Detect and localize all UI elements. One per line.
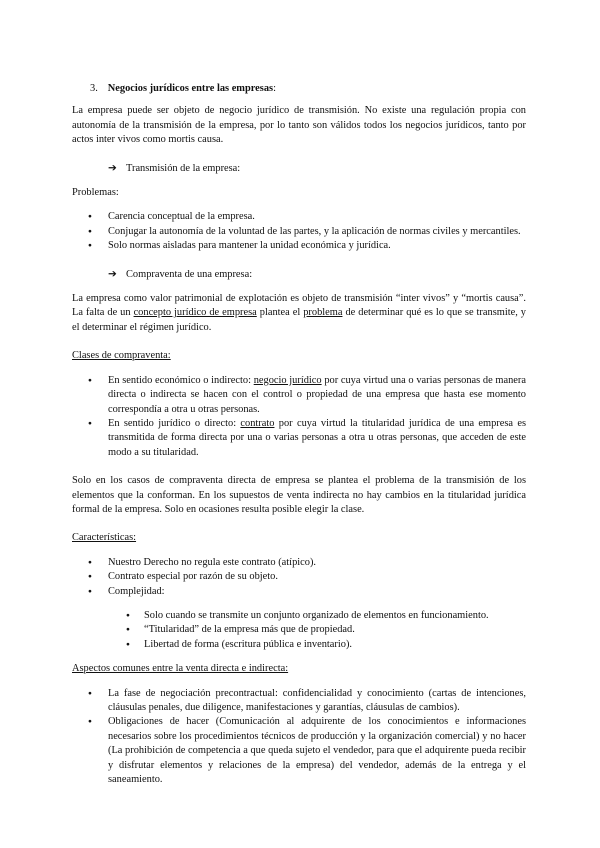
list-item: ● Conjugar la autonomía de la voluntad de las partes, y la aplicación de normas civiles y mercantiles. [72, 225, 526, 239]
list-item: ● La fase de negociación precontractual: confidencialidad y conocimiento (cartas de intenciones, cláusulas penales, due diligence, manifestaciones y garantías, cláusulas de cambios). [72, 687, 526, 716]
subheading-transmision: ➔ Transmisión de la empresa: [108, 162, 526, 176]
complejidad-sublist [72, 609, 526, 652]
aspectos-label: Aspectos comunes entre la venta directa e indirecta: [72, 663, 289, 675]
sub-list-item: ● “Titularidad” de la empresa más que de propiedad. [72, 623, 526, 637]
arrow-right-icon: ➔ [108, 162, 117, 174]
caracteristicas-label: Características: [72, 532, 137, 544]
aspectos-list [72, 687, 526, 788]
arrow-right-icon: ➔ [108, 268, 117, 280]
underlined-term: negocio jurídico [253, 374, 322, 386]
section-heading: 3. Negocios jurídicos entre las empresas: [90, 83, 276, 94]
section-number: 3. [90, 83, 98, 94]
list-item: ● En sentido jurídico o directo: contrato por cuya virtud la titularidad jurídica de una empresa es transmitida de forma directa por una o varias personas a otra u otras personas, que acceden de este modo a su titularidad. [72, 417, 526, 460]
list-item: ● Nuestro Derecho no regula este contrato (atípico). [72, 556, 526, 570]
list-item: ● Carencia conceptual de la empresa. [72, 210, 526, 224]
caracteristicas-list [72, 556, 526, 599]
document-page [72, 82, 526, 787]
sub-list-item: ● Solo cuando se transmite un conjunto organizado de elementos en funcionamiento. [72, 609, 526, 623]
underlined-term: problema [303, 307, 343, 319]
sub-list-item: ● Libertad de forma (escritura pública e inventario). [72, 638, 526, 652]
compraventa-paragraph: La empresa como valor patrimonial de explotación es objeto de transmisión “inter vivos” y “mortis causa”. La falta de un concepto jurídico de empresa plantea el problema de determinar qué es lo que se transmite, y el determinar el régimen jurídico. [72, 293, 526, 333]
underlined-term: contrato [240, 417, 275, 429]
solo-paragraph: Solo en los casos de compraventa directa de empresa se plantea el problema de la transmisión de los elementos que la conforman. En los supuestos de venta indirecta no hay cambios en la titularidad jurídica formal de la empresa. Solo en ocasiones resulta posible elegir la clase. [72, 475, 526, 515]
clases-list [72, 374, 526, 460]
list-item: ● Obligaciones de hacer (Comunicación al adquirente de los conocimientos e informaciones necesarios sobre los procedimientos técnicos de producción y la organización comercial) y no hacer (La prohibición de competencia a que queda sujeto el vendedor, para que el adquirente pueda recibir y disfrutar elementos y relaciones de la empresa) del vendedor, además de la entrega y el saneamiento. [72, 715, 526, 787]
section-title: Negocios jurídicos entre las empresas [107, 83, 274, 94]
list-item: ● Contrato especial por razón de su objeto. [72, 570, 526, 584]
list-item: ● En sentido económico o indirecto: negocio jurídico por cuya virtud una o varias personas de manera directa o indirecta se hacen con el control o propiedad de una empresa que hasta ese momento correspondía a otra u otras personas. [72, 374, 526, 417]
intro-paragraph: La empresa puede ser objeto de negocio jurídico de transmisión. No existe una regulación propia con autonomía de la transmisión de la empresa, por lo tanto son válidos todos los negocios jurídicos, tanto por actos inter vivos como mortis causa. [72, 105, 526, 146]
underlined-term: concepto jurídico de empresa [133, 307, 257, 319]
problemas-label: Problemas: [72, 187, 119, 199]
problemas-list [72, 210, 526, 253]
subheading-compraventa: ➔ Compraventa de una empresa: [108, 268, 526, 282]
clases-label: Clases de compraventa: [72, 350, 171, 362]
list-item: ● Complejidad: [72, 585, 526, 599]
list-item: ● Solo normas aisladas para mantener la unidad económica y jurídica. [72, 239, 526, 253]
